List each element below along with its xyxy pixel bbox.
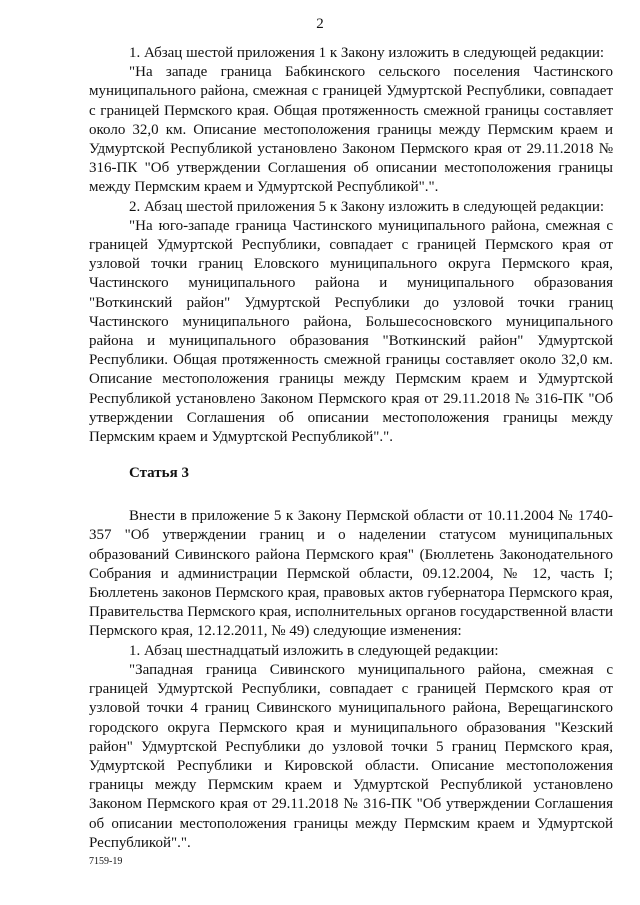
footer-code: 7159-19 — [89, 856, 123, 867]
paragraph-amend-2: 2. Абзац шестой приложения 5 к Закону изложить в следующей редакции: — [129, 198, 605, 215]
article-heading: Статья 3 — [129, 465, 189, 482]
paragraph-quote-3: "Западная граница Сивинского муниципального района, смежная с границей Удмуртской Республики, совпадает с границей Пермского края от узловой точки 4 границ Сивинского муниципального района, Верещагинского городского округа Пермского края и муниципального образования "Кезский район" Удмуртской Республики до узловой точки 5 границ Пермского края, Удмуртской Республики и Кировской области. Описание местоположения границы между Пермским краем и Удмуртской Республикой установлено Законом Пермского края от 29.11.2018 № 316-ПК "Об утверждении Соглашения об описании местоположения границы между Пермским краем и Удмуртской Республикой".". — [89, 661, 613, 851]
paragraph-article3-intro: Внести в приложение 5 к Закону Пермской области от 10.11.2004 № 1740-357 "Об утверждении границ и о наделении статусом муниципальных образований Сивинского района Пермского края" (Бюллетень Законодательного Собрания и администрации Пермской области, 09.12.2004, № 12, часть I; Бюллетень законов Пермского края, правовых актов губернатора Пермского края, Правительства Пермского края, исполнительных органов государственной власти Пермского края, 12.12.2011, № 49) следующие изменения: — [89, 508, 613, 640]
paragraph-quote-1: "На западе граница Бабкинского сельского поселения Частинского муниципального района, смежная с границей Удмуртской Республики, совпадает с границей Пермского края. Общая протяженность смежной границы составляет около 32,0 км. Описание местоположения границы между Пермским краем и Удмуртской Республикой установлено Законом Пермского края от 29.11.2018 № 316-ПК "Об утверждении Соглашения об описании местоположения границы между Пермским краем и Удмуртской Республикой".". — [89, 64, 613, 196]
document-body — [89, 44, 613, 853]
paragraph-quote-2: "На юго-западе граница Частинского муниципального района, смежная с границей Удмуртской Республики, совпадает с границей Пермского края от узловой точки границ Еловского муниципального округа Пермского края, Частинского муниципального района и муниципального образования "Воткинский район" Удмуртской Республики до узловой точки границ Частинского муниципального района, Большесосновского муниципального района и муниципального образования "Воткинский район" Удмуртской Республики. Общая протяженность смежной границы составляет около 32,0 км. Описание местоположения границы между Пермским краем и Удмуртской Республикой установлено Законом Пермского края от 29.11.2018 № 316-ПК "Об утверждении Соглашения об описании местоположения границы между Пермским краем и Удмуртской Республикой".". — [89, 217, 613, 446]
paragraph-amend-1: 1. Абзац шестой приложения 1 к Закону изложить в следующей редакции: — [129, 45, 605, 61]
paragraph-amend-3: 1. Абзац шестнадцатый изложить в следующей редакции: — [129, 642, 499, 659]
page-number: 2 — [316, 16, 324, 32]
